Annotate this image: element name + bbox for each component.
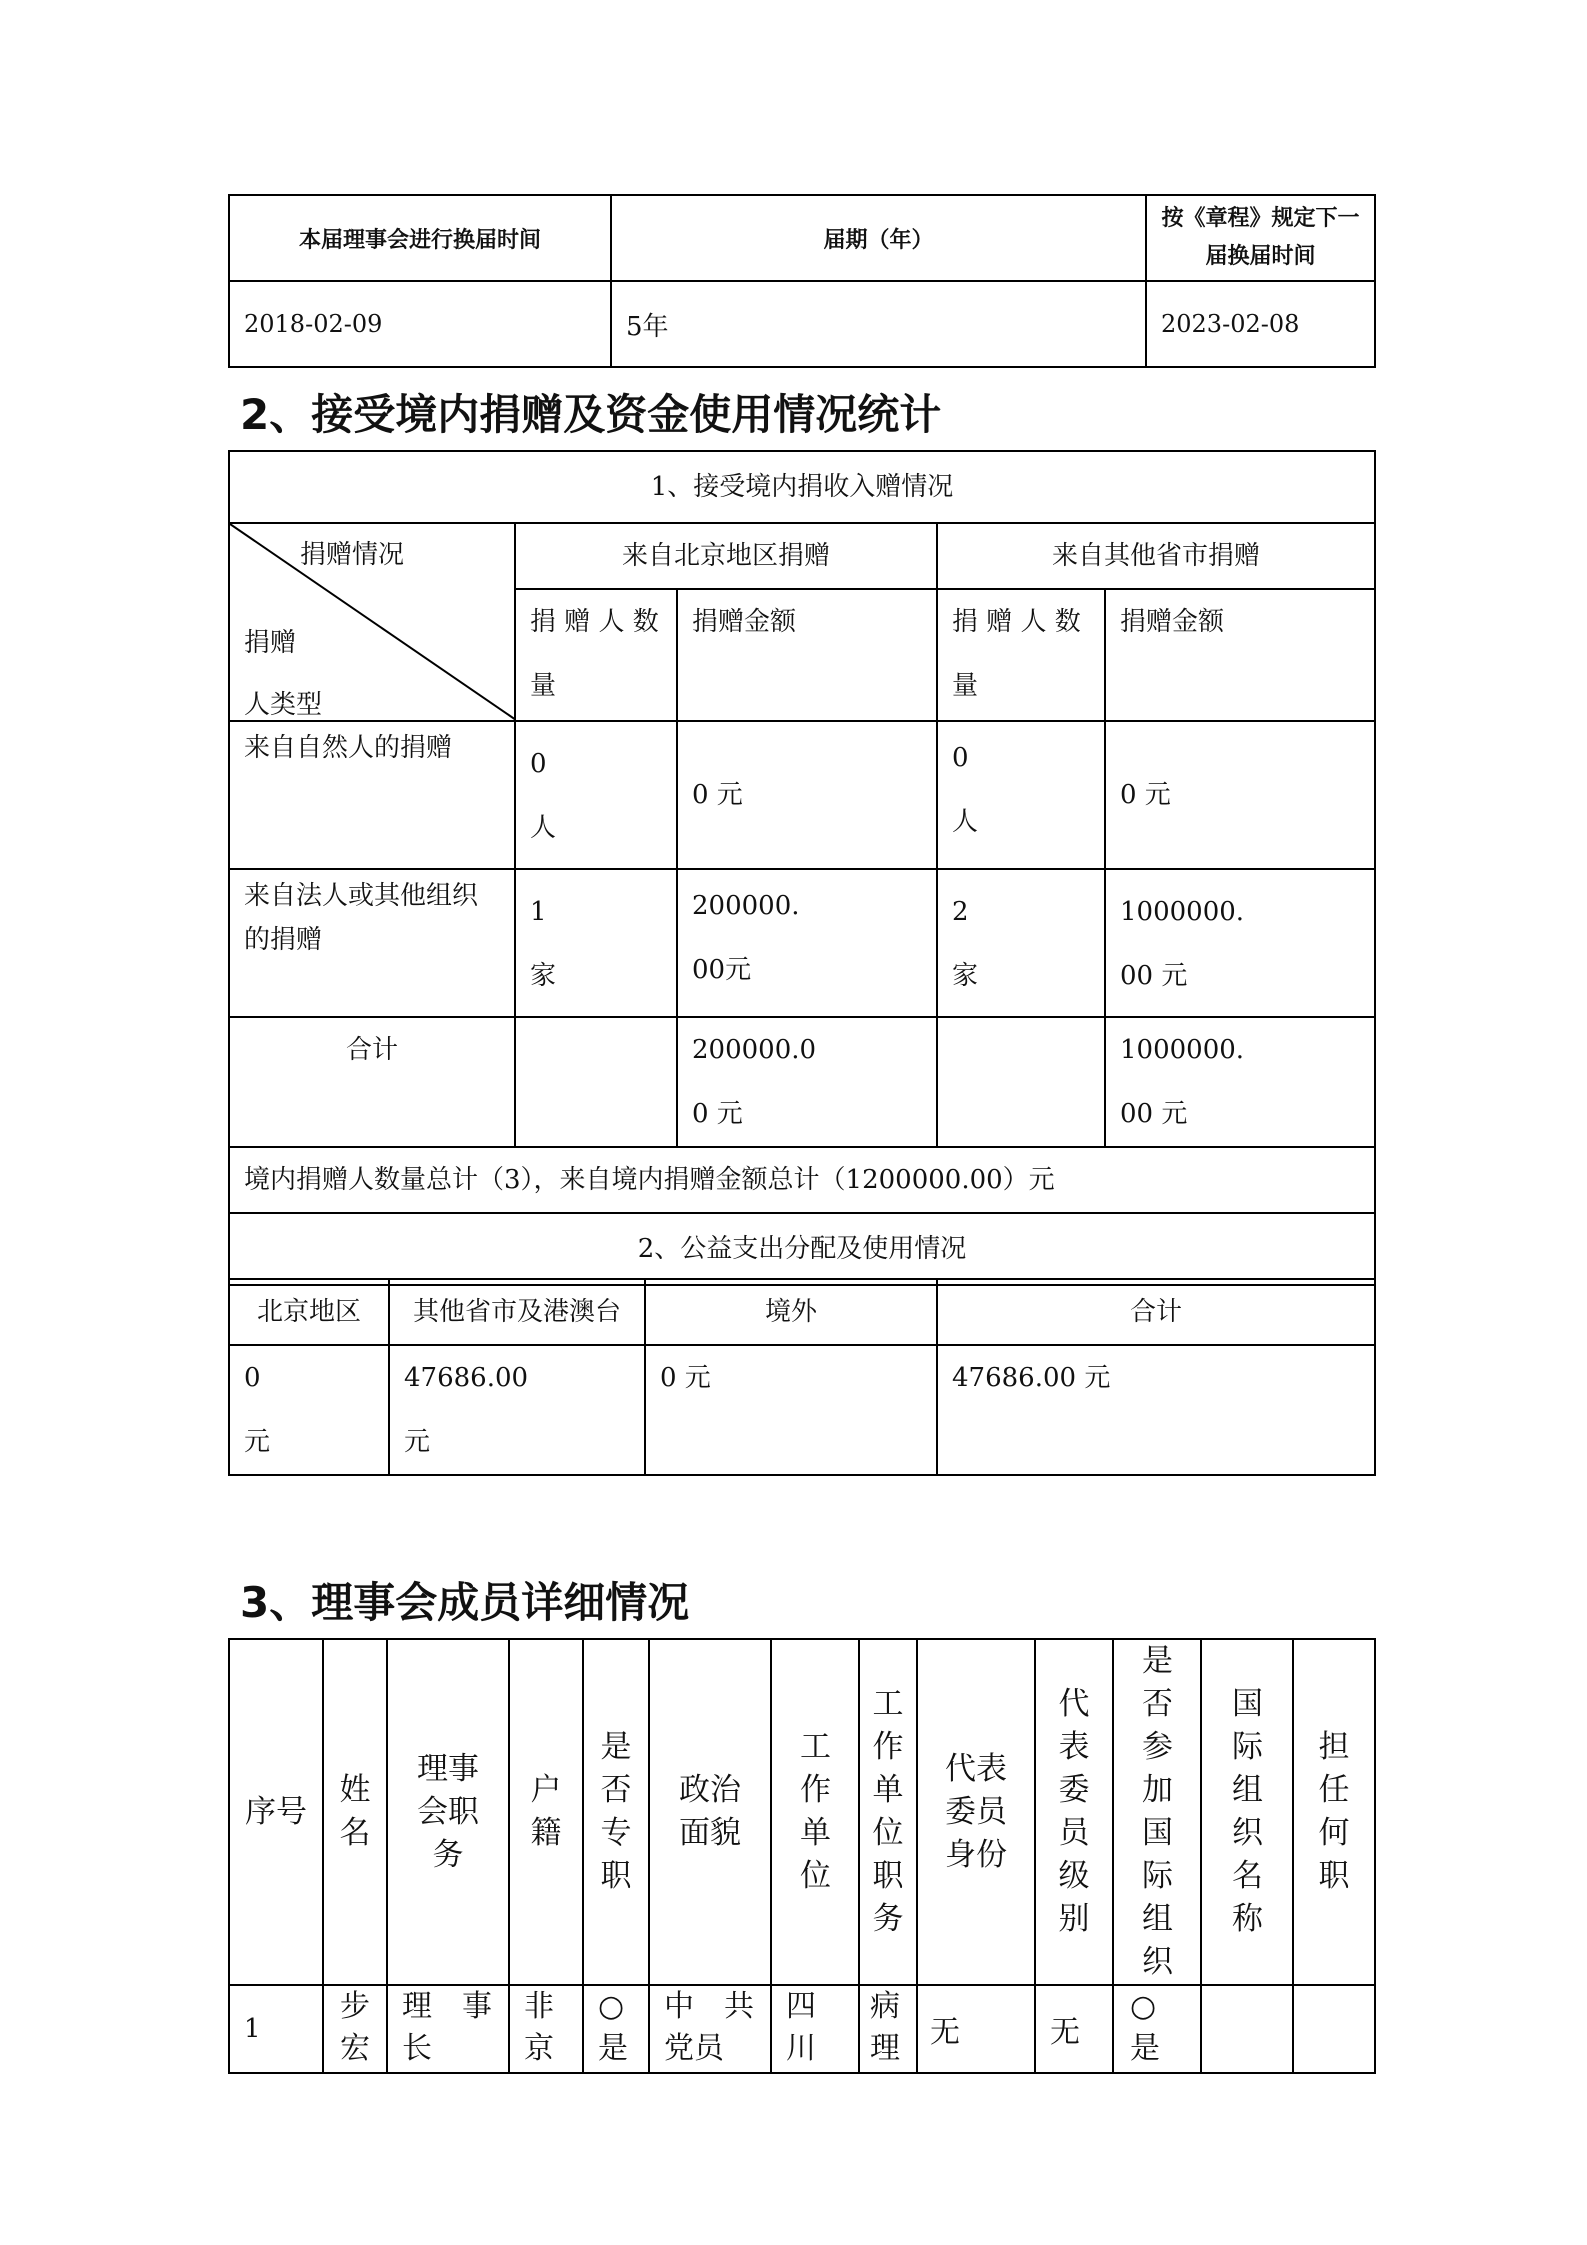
distribution-subtitle: 2、公益支出分配及使用情况 xyxy=(229,1213,1375,1285)
donation-subtitle: 1、接受境内捐收入赠情况 xyxy=(229,451,1375,523)
dist-header-abroad: 境外 xyxy=(645,1279,937,1345)
term-header-next: 按《章程》规定下一届换届时间 xyxy=(1146,195,1375,281)
diagonal-bottom-label-2: 人类型 xyxy=(244,690,323,720)
term-current-date: 2018-02-09 xyxy=(229,281,611,367)
member-work-unit: 四 川 xyxy=(771,1985,859,2073)
member-huji: 非 京 xyxy=(509,1985,583,2073)
header-huji: 户籍 xyxy=(509,1639,583,1985)
bj-amount-header: 捐赠金额 xyxy=(677,589,937,721)
ot-count: 0 人 xyxy=(937,721,1105,869)
header-work-unit: 工作单位 xyxy=(771,1639,859,1985)
member-rep-identity: 无 xyxy=(917,1985,1035,2073)
member-unit-role: 病 理 xyxy=(859,1985,917,2073)
header-fulltime: 是否专职 xyxy=(583,1639,649,1985)
dist-abroad: 0 元 xyxy=(645,1345,937,1475)
donor-type: 来自自然人的捐赠 xyxy=(229,721,515,869)
dist-header-total: 合计 xyxy=(937,1279,1375,1345)
section3-title: 3、理事会成员详细情况 xyxy=(240,1578,690,1627)
dist-other: 47686.00 元 xyxy=(389,1345,645,1475)
bj-count: 1 家 xyxy=(515,869,677,1017)
header-intl-role: 担任何职 xyxy=(1293,1639,1375,1985)
bj-amount: 200000. 00元 xyxy=(677,869,937,1017)
donation-table xyxy=(228,450,1376,1286)
table-row xyxy=(229,1017,1375,1147)
header-name: 姓名 xyxy=(323,1639,387,1985)
ot-count: 2 家 xyxy=(937,869,1105,1017)
header-rep-level: 代表委员级别 xyxy=(1035,1639,1113,1985)
term-header-current: 本届理事会进行换届时间 xyxy=(229,195,611,281)
member-no: 1 xyxy=(229,1985,323,2073)
header-rep-identity: 代表委员身份 xyxy=(917,1639,1035,1985)
donation-summary: 境内捐赠人数量总计（3），来自境内捐赠金额总计（1200000.00）元 xyxy=(229,1147,1375,1213)
member-intl-name xyxy=(1201,1985,1293,2073)
term-next-date: 2023-02-08 xyxy=(1146,281,1375,367)
table-row xyxy=(229,869,1375,1017)
member-politics: 中 共 党员 xyxy=(649,1985,771,2073)
term-table xyxy=(228,194,1376,368)
header-intl-org: 是否参加国际组织 xyxy=(1113,1639,1201,1985)
dist-beijing: 0 元 xyxy=(229,1345,389,1475)
member-intl-org: ○ 是 xyxy=(1113,1985,1201,2073)
total-label: 合计 xyxy=(229,1017,515,1147)
section2-title: 2、接受境内捐赠及资金使用情况统计 xyxy=(240,390,942,439)
distribution-table xyxy=(228,1278,1376,1476)
donor-type: 来自法人或其他组织的捐赠 xyxy=(229,869,515,1017)
ot-count xyxy=(937,1017,1105,1147)
bj-count xyxy=(515,1017,677,1147)
ot-amount-header: 捐赠金额 xyxy=(1105,589,1375,721)
term-header-period: 届期（年） xyxy=(611,195,1146,281)
table-row xyxy=(229,721,1375,869)
bj-amount: 200000.0 0 元 xyxy=(677,1017,937,1147)
council-header-row xyxy=(229,1639,1375,1985)
ot-amount: 1000000. 00 元 xyxy=(1105,869,1375,1017)
member-role: 理 事 长 xyxy=(387,1985,509,2073)
header-intl-name: 国际组织名称 xyxy=(1201,1639,1293,1985)
bj-count: 0 人 xyxy=(515,721,677,869)
col-other-header: 来自其他省市捐赠 xyxy=(937,523,1375,589)
diagonal-bottom-label-1: 捐赠 xyxy=(244,628,297,658)
member-intl-role xyxy=(1293,1985,1375,2073)
ot-amount: 0 元 xyxy=(1105,721,1375,869)
dist-total: 47686.00 元 xyxy=(937,1345,1375,1475)
col-beijing-header: 来自北京地区捐赠 xyxy=(515,523,937,589)
ot-amount: 1000000. 00 元 xyxy=(1105,1017,1375,1147)
table-row xyxy=(229,1985,1375,2073)
header-no: 序号 xyxy=(229,1639,323,1985)
member-fulltime: ○ 是 xyxy=(583,1985,649,2073)
dist-header-beijing: 北京地区 xyxy=(229,1279,389,1345)
ot-count-header: 捐 赠 人 数 量 xyxy=(937,589,1105,721)
diagonal-header-cell xyxy=(229,523,515,721)
dist-header-other: 其他省市及港澳台 xyxy=(389,1279,645,1345)
header-unit-role: 工作单位职务 xyxy=(859,1639,917,1985)
bj-amount: 0 元 xyxy=(677,721,937,869)
table-row xyxy=(229,1345,1375,1475)
council-table xyxy=(228,1638,1376,2074)
header-politics: 政治面貌 xyxy=(649,1639,771,1985)
header-council-role: 理事会职务 xyxy=(387,1639,509,1985)
bj-count-header: 捐 赠 人 数 量 xyxy=(515,589,677,721)
diagonal-top-label: 捐赠情况 xyxy=(300,540,405,570)
member-name: 步 宏 xyxy=(323,1985,387,2073)
member-rep-level: 无 xyxy=(1035,1985,1113,2073)
term-period-value: 5年 xyxy=(611,281,1146,367)
